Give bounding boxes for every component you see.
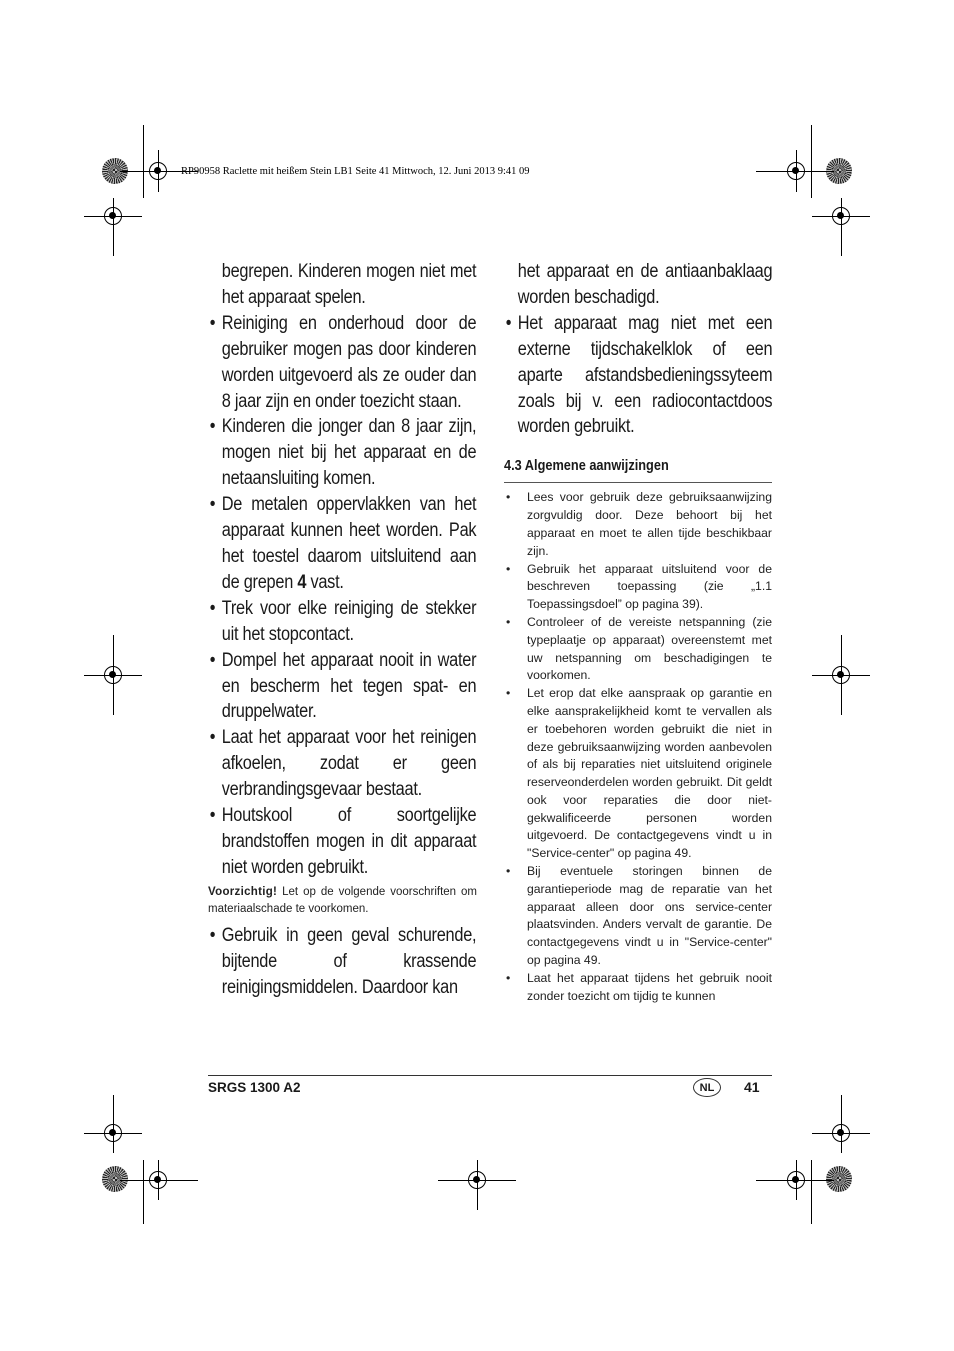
- general-instructions-list: [504, 489, 772, 1005]
- list-item: • Laat het apparaat voor het reinigen afkoelen, zodat er geen verbrandingsgevaar bestaat.: [209, 727, 477, 801]
- list-item: • Lees voor gebruik deze gebruiksaanwijzing zorgvuldig door. Deze behoort bij het apparaat en moet te allen tijde beschikbaar zijn.: [506, 490, 772, 558]
- registration-mark-icon: [104, 666, 122, 684]
- registration-mark-icon: [832, 666, 850, 684]
- list-item: • Gebruik in geen geval schurende, bijtende of krassende reinigingsmiddelen. Daardoor kan: [209, 924, 477, 998]
- safety-list-large: [208, 259, 476, 881]
- safety-list-large: [208, 923, 476, 1001]
- list-item: • Het apparaat mag niet met een externe tijdschakelklok of een aparte afstandsbedieningssyteem zoals bij v. een radiocontactdoos worden gebruikt.: [505, 312, 773, 438]
- list-item: • Bij eventuele storingen binnen de garantieperiode mag de reparatie van het apparaat alleen door ons service-center plaatsvinden. Anders vervalt de garantie. De contactgegevens vindt u in "Service-center" op pagina 49.: [506, 864, 772, 968]
- registration-mark-icon: [104, 1124, 122, 1142]
- registration-mark-icon: [832, 1124, 850, 1142]
- registration-mark-icon: [832, 207, 850, 225]
- list-item: • Gebruik het apparaat uitsluitend voor de beschreven toepassing (zie „1.1 Toepassingsdoel” op pagina 39).: [506, 561, 772, 612]
- language-badge: NL: [693, 1078, 721, 1097]
- list-item: • Laat het apparaat tijdens het gebruik nooit zonder toezicht om tijdig te kunnen: [506, 970, 772, 1003]
- color-bar-icon: [826, 1166, 852, 1192]
- list-item: • Let erop dat elke aanspraak op garantie en elke aansprakelijkheid komt te vervallen als er toebehoren worden gebruikt die niet in deze gebruiksaanwijzing worden aanbevolen of als bij reparaties niet uitsluitend originele reserveonderdelen worden gebruikt. Dit geldt ook voor reparaties die door niet-gekwalificeerde personen worden uitgevoerd. De contactgegevens vindt u in "Service-center" op pagina 49.: [506, 686, 772, 861]
- list-item: • Kinderen die jonger dan 8 jaar zijn, mogen niet bij het apparaat en de netaansluiting komen.: [209, 416, 477, 490]
- color-bar-icon: [102, 1166, 128, 1192]
- caution-note: Voorzichtig! Let op de volgende voorschriften om materiaalschade te voorkomen.: [208, 885, 477, 916]
- print-slug: RP90958 Raclette mit heißem Stein LB1 Seite 41 Mittwoch, 12. Juni 2013 9:41 09: [181, 166, 530, 177]
- list-item: • De metalen oppervlakken van het apparaat kunnen heet worden. Pak het toestel daarom uitsluitend aan de grepen 4 vast.: [209, 494, 477, 593]
- safety-list-large: [504, 259, 772, 440]
- registration-mark-icon: [468, 1171, 486, 1189]
- footer-rule: [208, 1075, 772, 1076]
- section-heading: 4.3 Algemene aanwijzingen: [504, 458, 669, 475]
- model-number: SRGS 1300 A2: [208, 1080, 301, 1095]
- intro-text: begrepen. Kinderen mogen niet met het apparaat spelen.: [221, 261, 477, 308]
- list-item: • Reiniging en onderhoud door de gebruiker mogen pas door kinderen worden uitgevoerd als ze ouder dan 8 jaar zijn en onder toezicht staan.: [209, 312, 477, 412]
- list-item: • Dompel het apparaat nooit in water en bescherm het tegen spat- en druppelwater.: [209, 649, 477, 723]
- registration-mark-icon: [104, 207, 122, 225]
- part-reference: 4: [297, 571, 307, 593]
- intro-text: het apparaat en de antiaanbaklaag worden beschadigd.: [517, 261, 773, 308]
- page-number: 41: [744, 1079, 760, 1095]
- list-item: • Controleer of de vereiste netspanning (zie typeplaatje op apparaat) overeenstemt met uw netspanning om beschadigingen te voorkomen.: [506, 614, 772, 683]
- list-item: • Houtskool of soortgelijke brandstoffen mogen in dit apparaat niet worden gebruikt.: [209, 805, 477, 878]
- list-item: • Trek voor elke reiniging de stekker uit het stopcontact.: [209, 597, 477, 645]
- heading-rule: [504, 482, 772, 483]
- caution-label: Voorzichtig!: [208, 885, 278, 898]
- left-column: [208, 259, 477, 1001]
- right-column: [504, 259, 772, 1005]
